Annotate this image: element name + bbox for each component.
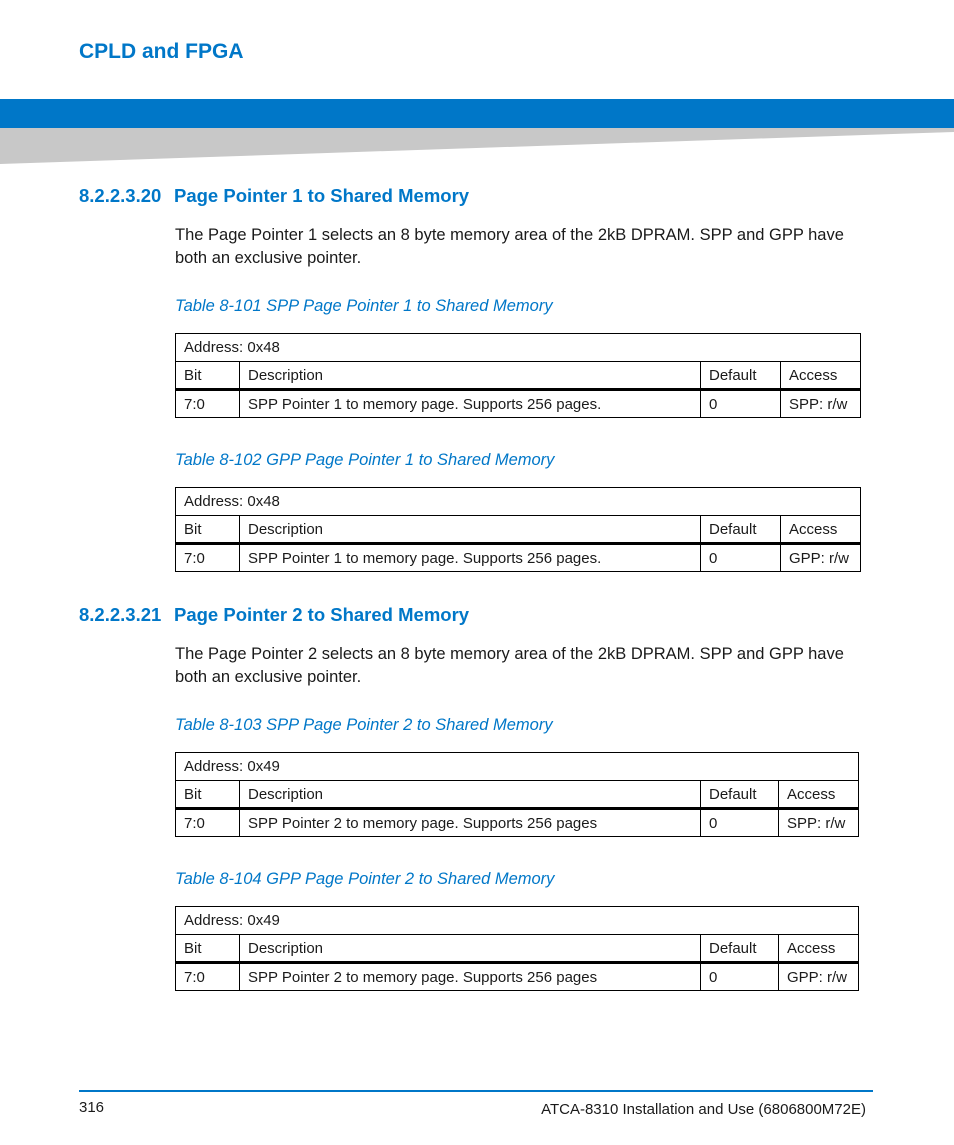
header-description: Description [240,516,701,544]
header-description: Description [240,781,701,809]
header-access: Access [779,781,859,809]
cell-description: SPP Pointer 1 to memory page. Supports 256 pages. [240,390,701,418]
header-access: Access [781,516,861,544]
address-cell: Address: 0x48 [176,334,861,362]
cell-access: GPP: r/w [781,544,861,572]
cell-default: 0 [701,963,779,991]
header-default: Default [701,516,781,544]
header-default: Default [701,362,781,390]
cell-access: SPP: r/w [779,809,859,837]
header-access: Access [781,362,861,390]
cell-description: SPP Pointer 2 to memory page. Supports 256 pages [240,809,701,837]
header-bit: Bit [176,362,240,390]
address-cell: Address: 0x49 [176,907,859,935]
section-title: Page Pointer 1 to Shared Memory [174,185,470,206]
cell-bit: 7:0 [176,544,240,572]
footer-divider [79,1090,873,1092]
address-cell: Address: 0x48 [176,488,861,516]
header-access: Access [779,935,859,963]
table-caption: Table 8-104 GPP Page Pointer 2 to Shared Memory [175,870,555,888]
section-paragraph: The Page Pointer 1 selects an 8 byte memory area of the 2kB DPRAM. SPP and GPP have both an exclusive pointer. [175,226,844,267]
header-bit: Bit [176,935,240,963]
header-description: Description [240,362,701,390]
cell-description: SPP Pointer 2 to memory page. Supports 256 pages [240,963,701,991]
header-gray-swoosh [0,128,954,164]
cell-default: 0 [701,544,781,572]
section-number: 8.2.2.3.21 [79,604,162,625]
cell-access: GPP: r/w [779,963,859,991]
cell-default: 0 [701,390,781,418]
cell-bit: 7:0 [176,809,240,837]
table-caption: Table 8-101 SPP Page Pointer 1 to Shared Memory [175,297,553,315]
header-bit: Bit [176,516,240,544]
section-paragraph: The Page Pointer 2 selects an 8 byte memory area of the 2kB DPRAM. SPP and GPP have both an exclusive pointer. [175,645,844,686]
address-cell: Address: 0x49 [176,753,859,781]
register-table [175,333,861,418]
table-caption: Table 8-102 GPP Page Pointer 1 to Shared Memory [175,451,555,469]
section-heading [79,604,469,626]
header-default: Default [701,781,779,809]
cell-bit: 7:0 [176,390,240,418]
table-caption: Table 8-103 SPP Page Pointer 2 to Shared Memory [175,716,553,734]
header-bit: Bit [176,781,240,809]
cell-bit: 7:0 [176,963,240,991]
header-description: Description [240,935,701,963]
section-heading [79,185,469,207]
register-table [175,752,859,837]
header-blue-band [0,99,954,128]
chapter-title: CPLD and FPGA [75,38,248,66]
cell-description: SPP Pointer 1 to memory page. Supports 256 pages. [240,544,701,572]
register-table [175,487,861,572]
cell-default: 0 [701,809,779,837]
page-number: 316 [79,1099,105,1116]
section-title: Page Pointer 2 to Shared Memory [174,604,470,625]
cell-access: SPP: r/w [781,390,861,418]
section-number: 8.2.2.3.20 [79,185,162,206]
header-default: Default [701,935,779,963]
register-table [175,906,859,991]
document-title: ATCA-8310 Installation and Use (6806800M72E) [541,1101,866,1118]
